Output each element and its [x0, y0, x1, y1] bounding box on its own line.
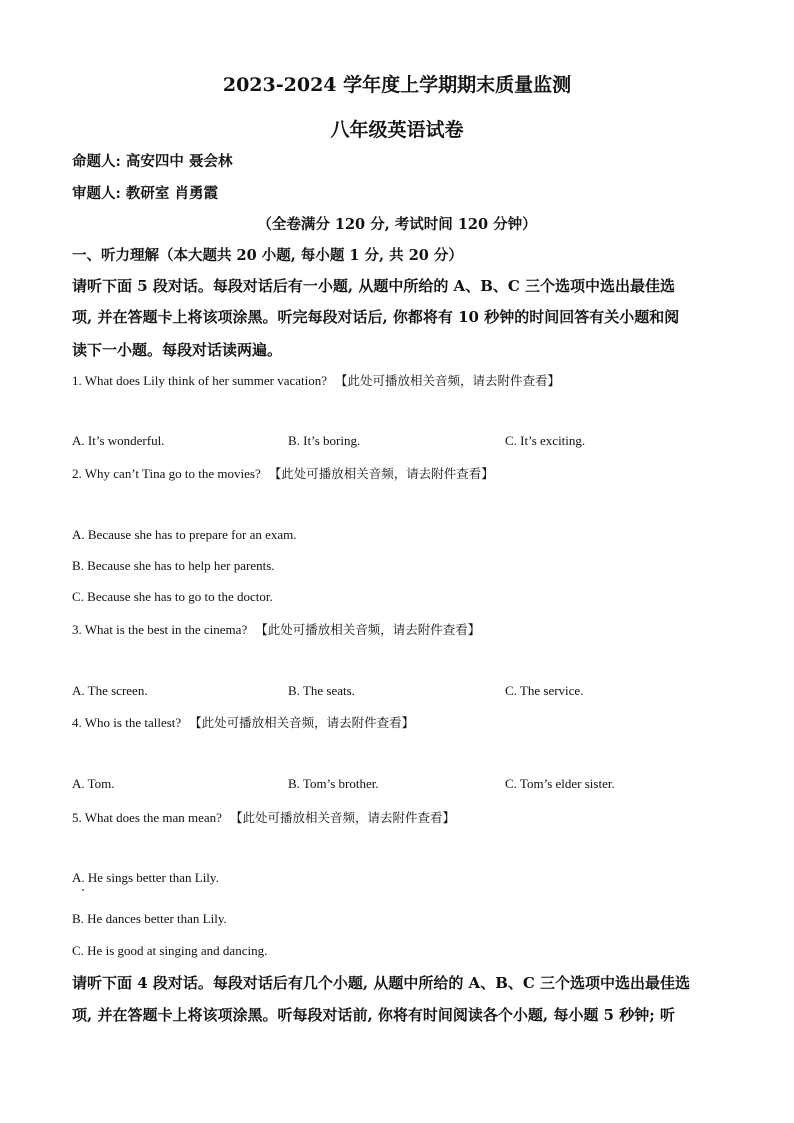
- q1-option-c[interactable]: C. It’s exciting.: [505, 433, 586, 448]
- audio-note[interactable]: 【此处可播放相关音频，请去附件查看】: [189, 715, 415, 730]
- question-text: 5. What does the man mean?: [72, 810, 222, 825]
- question-text: 3. What is the best in the cinema?: [72, 622, 248, 637]
- stray-dot: [82, 889, 84, 891]
- instruction-line: 读下一小题。每段对话读两遍。: [72, 341, 283, 359]
- question-text: 4. Who is the tallest?: [72, 715, 182, 730]
- q5-option-a[interactable]: A. He sings better than Lily.: [72, 870, 219, 885]
- score-note: （全卷满分 120 分, 考试时间 120 分钟）: [257, 216, 537, 233]
- question-4: [72, 713, 414, 731]
- question-text: 1. What does Lily think of her summer vacation?: [72, 373, 327, 388]
- q4-option-c[interactable]: C. Tom’s elder sister.: [505, 776, 615, 791]
- q1-option-b[interactable]: B. It’s boring.: [288, 433, 361, 448]
- q3-option-b[interactable]: B. The seats.: [288, 683, 355, 698]
- q3-option-a[interactable]: A. The screen.: [72, 683, 148, 698]
- q5-option-c[interactable]: C. He is good at singing and dancing.: [72, 943, 268, 958]
- exam-title: 2023-2024 学年度上学期期末质量监测: [222, 74, 572, 96]
- q5-option-b[interactable]: B. He dances better than Lily.: [72, 911, 227, 926]
- q2-option-c[interactable]: C. Because she has to go to the doctor.: [72, 589, 273, 604]
- q4-option-a[interactable]: A. Tom.: [72, 776, 115, 791]
- instruction-line: 项, 并在答题卡上将该项涂黑。听完每段对话后, 你都将有 10 秒钟的时间回答有关小题和阅: [72, 308, 680, 326]
- q1-option-a[interactable]: A. It’s wonderful.: [72, 433, 165, 448]
- author-line: 命题人: 高安四中 聂会林: [72, 153, 233, 170]
- exam-subtitle: 八年级英语试卷: [330, 119, 464, 141]
- audio-note[interactable]: 【此处可播放相关音频，请去附件查看】: [268, 466, 494, 481]
- q2-option-b[interactable]: B. Because she has to help her parents.: [72, 558, 275, 573]
- section-heading: 一、听力理解（本大题共 20 小题, 每小题 1 分, 共 20 分）: [72, 247, 463, 264]
- instruction-line: 请听下面 5 段对话。每段对话后有一小题, 从题中所给的 A、B、C 三个选项中选出最佳选: [72, 277, 676, 295]
- q3-option-c[interactable]: C. The service.: [505, 683, 584, 698]
- instruction-line: 项, 并在答题卡上将该项涂黑。听每段对话前, 你将有时间阅读各个小题, 每小题 5 秒钟; 听: [72, 1006, 675, 1024]
- question-1: [72, 371, 560, 389]
- audio-note[interactable]: 【此处可播放相关音频，请去附件查看】: [255, 622, 481, 637]
- question-2: [72, 464, 494, 482]
- q4-option-b[interactable]: B. Tom’s brother.: [288, 776, 379, 791]
- instruction-line: 请听下面 4 段对话。每段对话后有几个小题, 从题中所给的 A、B、C 三个选项中选出最佳选: [72, 974, 691, 992]
- q2-option-a[interactable]: A. Because she has to prepare for an exam.: [72, 527, 297, 542]
- audio-note[interactable]: 【此处可播放相关音频，请去附件查看】: [335, 373, 561, 388]
- question-text: 2. Why can’t Tina go to the movies?: [72, 466, 261, 481]
- reviewer-line: 审题人: 教研室 肖勇霞: [72, 185, 218, 202]
- audio-note[interactable]: 【此处可播放相关音频，请去附件查看】: [229, 810, 455, 825]
- question-3: [72, 620, 480, 638]
- question-5: [72, 808, 455, 826]
